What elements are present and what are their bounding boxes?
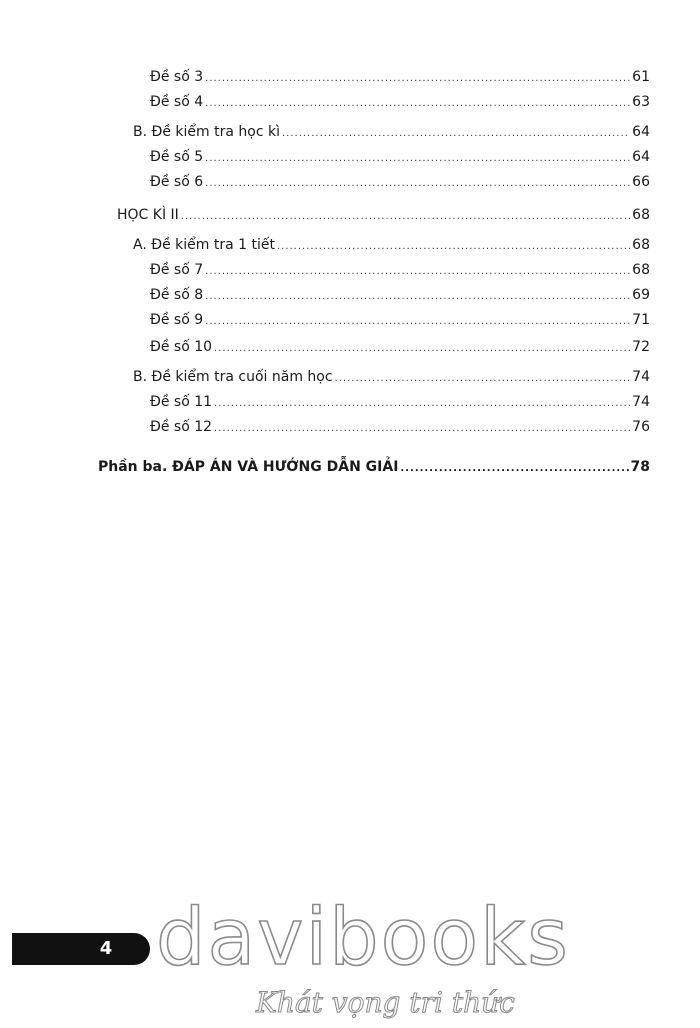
toc-leader-dots [181, 208, 630, 226]
toc-entry-label: Đề số 11 [150, 394, 213, 410]
toc-leader-dots [282, 125, 630, 143]
toc-leader-dots [214, 340, 630, 358]
toc-leader-dots [205, 70, 630, 88]
toc-entry-page: 76 [632, 419, 650, 435]
page-number: 4 [99, 938, 113, 959]
toc-entry[interactable] [150, 173, 650, 193]
toc-entry-label: Đề số 9 [150, 312, 204, 328]
toc-entry-page: 64 [632, 124, 650, 140]
toc-leader-dots [205, 95, 630, 113]
toc-leader-dots [205, 313, 630, 331]
toc-entry-page: 74 [632, 394, 650, 410]
toc-entry[interactable] [150, 311, 650, 331]
toc-entry-label: Đề số 6 [150, 174, 204, 190]
toc-entry-label: Đề số 10 [150, 339, 213, 355]
brand-tagline: Khát vọng tri thức [256, 986, 515, 1019]
toc-entry-page: 71 [632, 312, 650, 328]
toc-entry[interactable] [150, 93, 650, 113]
toc-entry-page: 68 [632, 237, 650, 253]
toc-part-heading[interactable] [98, 458, 650, 478]
toc-entry[interactable] [150, 418, 650, 438]
toc-entry-label: HỌC KÌ II [117, 207, 179, 223]
toc-entry-label: Đề số 3 [150, 69, 204, 85]
toc-leader-dots [214, 420, 630, 438]
toc-entry-label: B. Đề kiểm tra cuối năm học [133, 369, 333, 385]
toc-entry-label: Phần ba. ĐÁP ÁN VÀ HƯỚNG DẪN GIẢI [98, 459, 399, 475]
toc-leader-dots [205, 288, 630, 306]
toc-entry[interactable] [150, 261, 650, 281]
toc-entry[interactable] [150, 286, 650, 306]
toc-entry[interactable] [150, 393, 650, 413]
toc-entry-page: 69 [632, 287, 650, 303]
toc-leader-dots [277, 238, 630, 256]
toc-entry-page: 68 [632, 207, 650, 223]
toc-entry-page: 72 [632, 339, 650, 355]
toc-leader-dots [214, 395, 630, 413]
toc-entry-page: 64 [632, 149, 650, 165]
toc-entry-label: Đề số 7 [150, 262, 204, 278]
toc-entry-page: 61 [632, 69, 650, 85]
toc-leader-dots [335, 370, 631, 388]
toc-entry[interactable] [133, 236, 650, 256]
toc-entry-label: A. Đề kiểm tra 1 tiết [133, 237, 275, 253]
toc-leader-dots [205, 150, 630, 168]
toc-entry[interactable] [150, 68, 650, 88]
toc-entry-label: Đề số 8 [150, 287, 204, 303]
toc-entry-label: Đề số 12 [150, 419, 213, 435]
table-of-contents [0, 0, 700, 500]
toc-entry-page: 66 [632, 174, 650, 190]
toc-entry[interactable] [117, 206, 650, 226]
toc-entry-page: 74 [632, 369, 650, 385]
toc-entry[interactable] [150, 148, 650, 168]
toc-entry[interactable] [150, 338, 650, 358]
toc-entry-page: 78 [630, 459, 650, 475]
brand-logo: davibooks [156, 893, 570, 983]
toc-entry[interactable] [133, 123, 650, 143]
toc-leader-dots [205, 263, 630, 281]
toc-entry-page: 63 [632, 94, 650, 110]
toc-entry[interactable] [133, 368, 650, 388]
toc-entry-page: 68 [632, 262, 650, 278]
page-number-tab [12, 933, 150, 965]
toc-entry-label: Đề số 4 [150, 94, 204, 110]
toc-entry-label: Đề số 5 [150, 149, 204, 165]
toc-leader-dots [400, 460, 628, 478]
toc-leader-dots [205, 175, 630, 193]
toc-entry-label: B. Đề kiểm tra học kì [133, 124, 280, 140]
